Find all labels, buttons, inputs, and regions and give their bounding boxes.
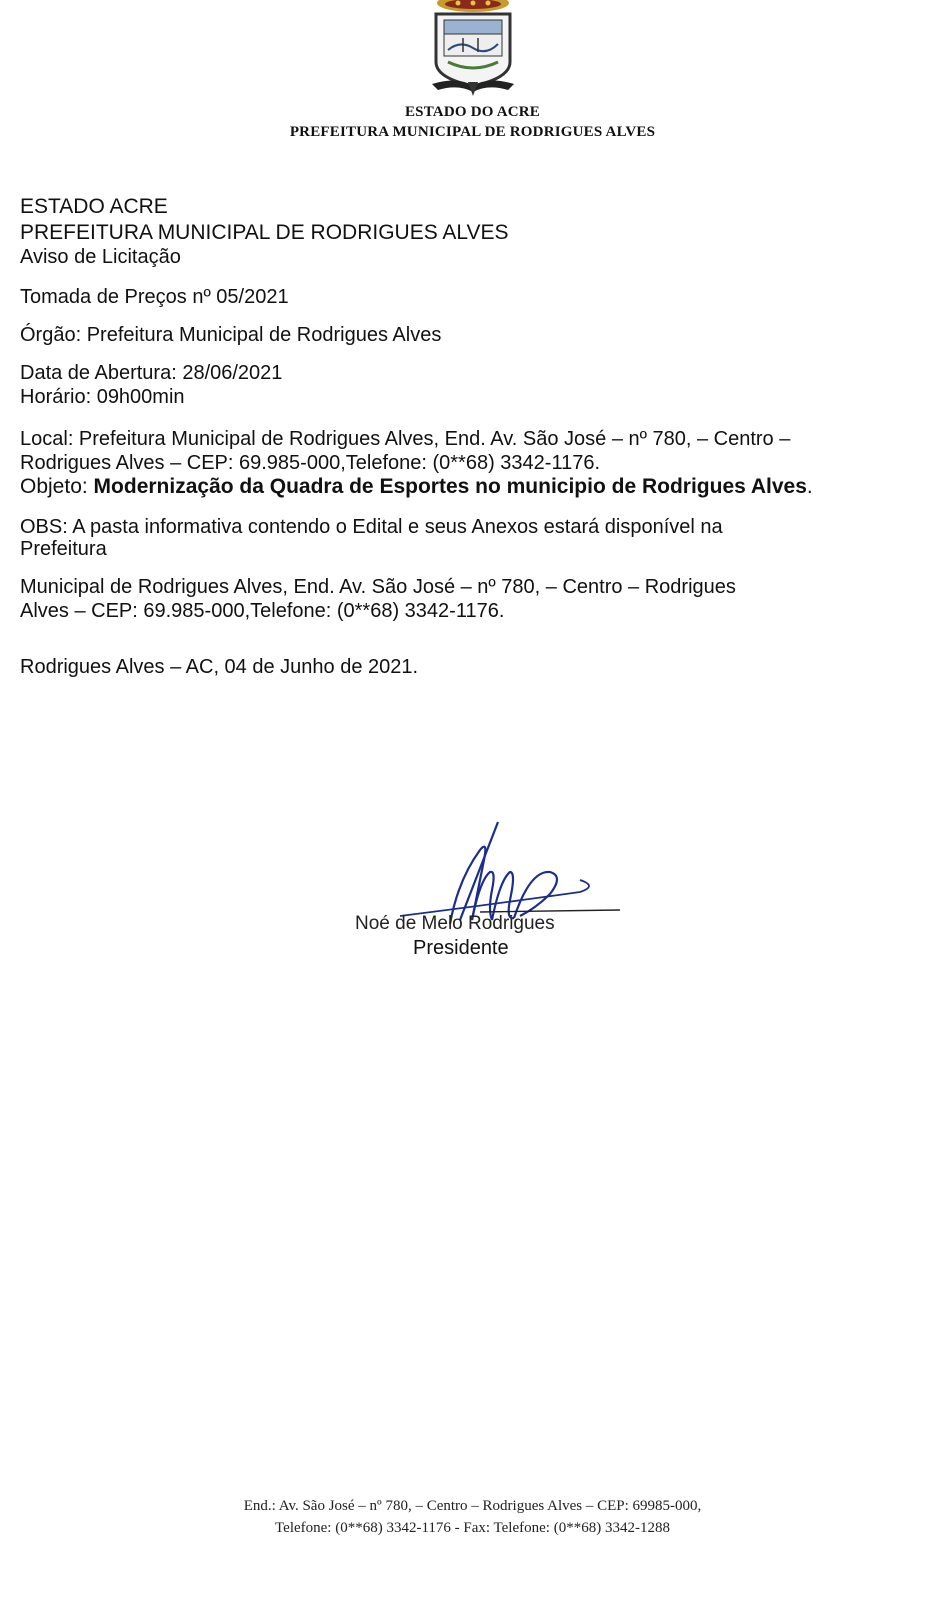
letterhead-state: ESTADO DO ACRE xyxy=(404,104,541,120)
signer-role: Presidente xyxy=(413,937,509,959)
notice-obs-line2: Prefeitura xyxy=(20,538,107,560)
notice-state: ESTADO ACRE xyxy=(20,195,168,218)
signer-name: Noé de Melo Rodrigues xyxy=(355,913,555,934)
object-text: Modernização da Quadra de Esportes no municipio de Rodrigues Alves xyxy=(93,475,807,498)
letterhead-prefecture: PREFEITURA MUNICIPAL DE RODRIGUES ALVES xyxy=(289,124,656,140)
object-end: . xyxy=(806,475,813,498)
coat-of-arms-icon xyxy=(418,0,528,98)
footer-address: End.: Av. São José – nº 780, – Centro – Rodrigues Alves – CEP: 69985-000, xyxy=(243,1498,702,1514)
notice-place-date: Rodrigues Alves – AC, 04 de Junho de 2021. xyxy=(20,656,419,678)
notice-opening-date: Data de Abertura: 28/06/2021 xyxy=(20,362,283,384)
notice-process: Tomada de Preços nº 05/2021 xyxy=(20,286,289,308)
notice-location-line1: Local: Prefeitura Municipal de Rodrigues Alves, End. Av. São José – nº 780, – Centro – xyxy=(20,428,791,450)
footer-phone: Telefone: (0**68) 3342-1176 - Fax: Telefone: (0**68) 3342-1288 xyxy=(275,1520,670,1536)
notice-obs-line3: Municipal de Rodrigues Alves, End. Av. São José – nº 780, – Centro – Rodrigues xyxy=(20,576,736,598)
notice-time: Horário: 09h00min xyxy=(20,386,185,408)
notice-organ: Órgão: Prefeitura Municipal de Rodrigues Alves xyxy=(20,324,442,346)
notice-obs-line4: Alves – CEP: 69.985-000,Telefone: (0**68) 3342-1176. xyxy=(20,600,505,622)
notice-obs-line1: OBS: A pasta informativa contendo o Edital e seus Anexos estará disponível na xyxy=(20,516,723,538)
notice-location-line2: Rodrigues Alves – CEP: 69.985-000,Telefone: (0**68) 3342-1176. xyxy=(20,452,601,474)
notice-title: Aviso de Licitação xyxy=(20,246,181,268)
object-label: Objeto: xyxy=(20,475,94,498)
notice-prefecture: PREFEITURA MUNICIPAL DE RODRIGUES ALVES xyxy=(20,221,509,244)
notice-object xyxy=(20,476,813,498)
